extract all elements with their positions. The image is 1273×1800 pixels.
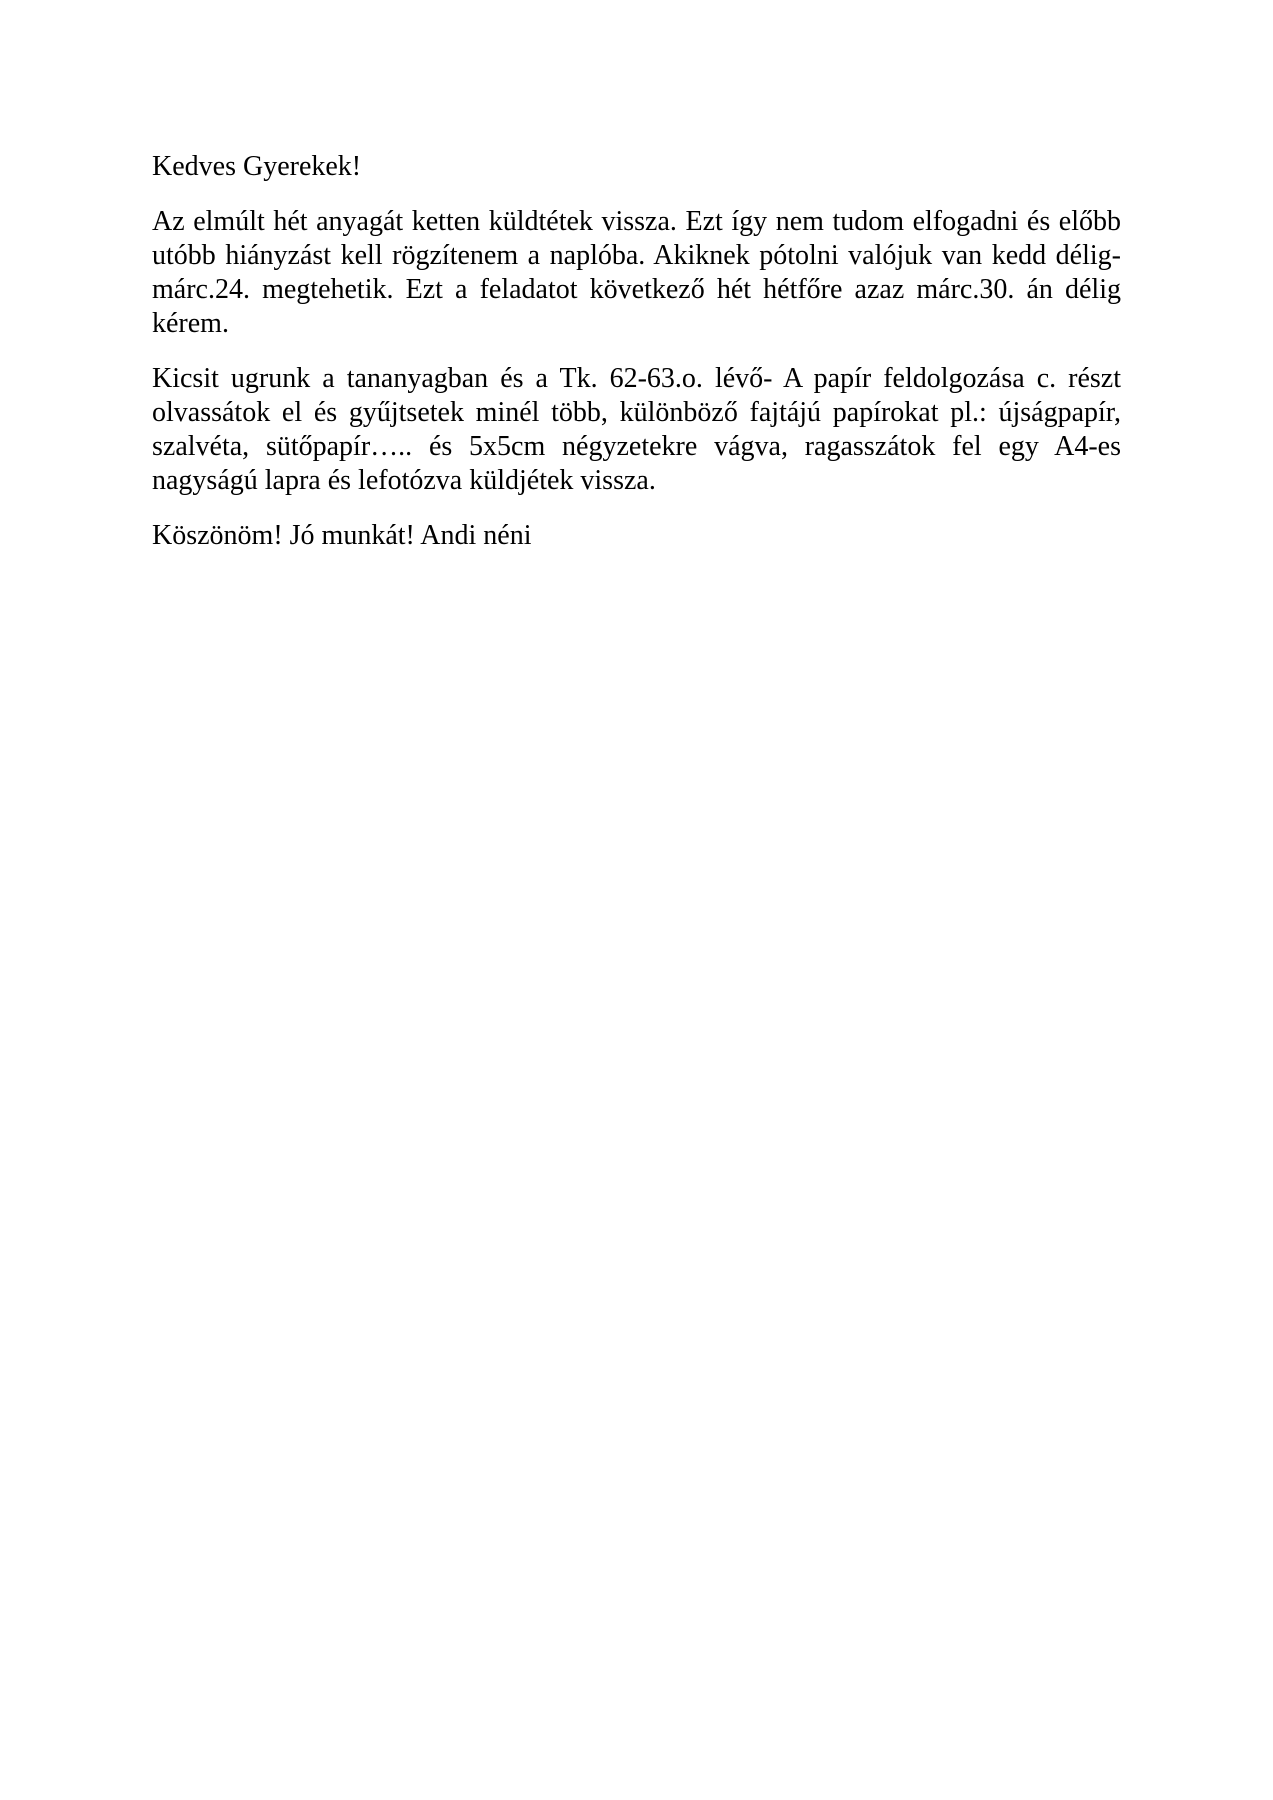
paragraph-assignment-instructions: Kicsit ugrunk a tananyagban és a Tk. 62-63.o. lévő- A papír feldolgozása c. részt olvassátok el és gyűjtsetek minél több, különböző fajtájú papírokat pl.: újságpapír, szalvéta, sütőpapír….. és 5x5cm négyzetekre vágva, ragasszátok fel egy A4-es nagyságú lapra és lefotózva küldjétek vissza. xyxy=(152,363,1121,496)
letter-body xyxy=(152,150,1121,574)
paragraph-attendance-warning: Az elmúlt hét anyagát ketten küldtétek vissza. Ezt így nem tudom elfogadni és előbb utóbb hiányzást kell rögzítenem a naplóba. Akiknek pótolni valójuk van kedd délig-márc.24. megtehetik. Ezt a feladatot következő hét hétfőre azaz márc.30. án délig kérem. xyxy=(152,206,1121,339)
greeting-line: Kedves Gyerekek! xyxy=(152,151,362,182)
closing-line: Köszönöm! Jó munkát! Andi néni xyxy=(152,520,532,551)
